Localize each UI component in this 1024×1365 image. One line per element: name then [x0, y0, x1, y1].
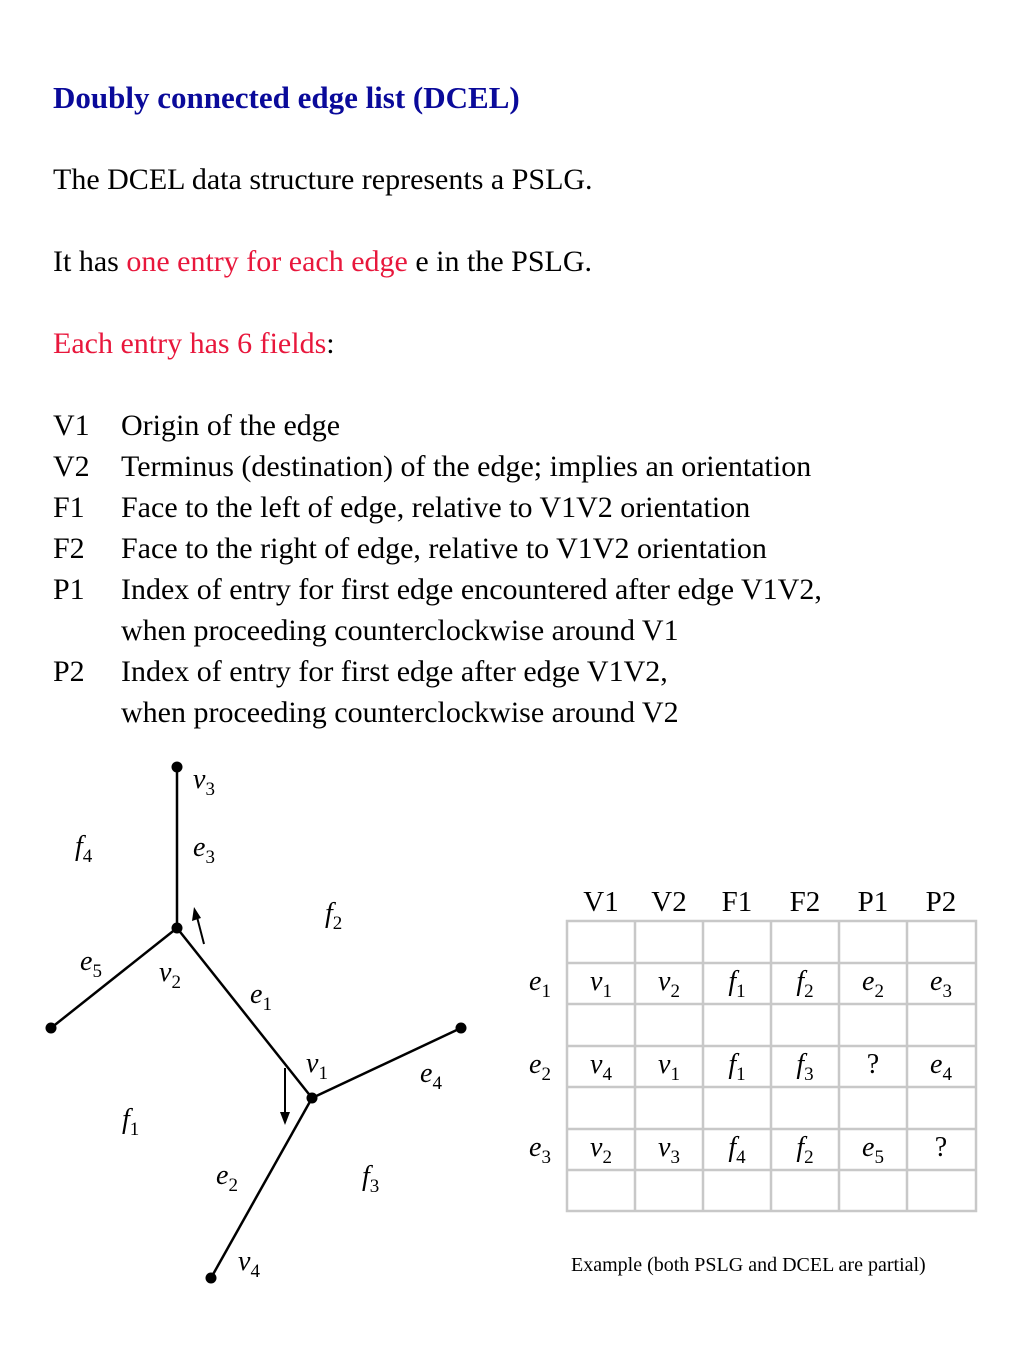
- table-cell: $e_5$: [862, 1132, 884, 1168]
- fields-heading: [53, 327, 335, 361]
- intro-paragraph: The DCEL data structure represents a PSLG.: [53, 163, 593, 196]
- table-cell: $v_3$: [658, 1132, 680, 1168]
- field-list: [53, 405, 822, 733]
- field-desc: Index of entry for first edge after edge V1V2,: [121, 655, 668, 688]
- table-cell: $v_2$: [590, 1132, 612, 1168]
- vertex-v3-dot: [172, 762, 183, 773]
- vertex-label-v4: $v_4$: [238, 1246, 260, 1282]
- field-desc: Terminus (destination) of the edge; implies an orientation: [121, 450, 812, 483]
- edge-label-e5: $e_5$: [80, 946, 102, 982]
- vertex-label-v3: $v_3$: [193, 764, 215, 800]
- field-row-p1: [53, 569, 822, 610]
- table-body: [529, 966, 952, 1168]
- edge-e1-line: [177, 928, 312, 1098]
- field-row-v2: [53, 446, 822, 487]
- table-cell: $e_4$: [930, 1049, 952, 1085]
- table-header: F1: [721, 886, 753, 918]
- table-headers: [583, 886, 956, 918]
- graph-labels: [75, 764, 442, 1282]
- fields-heading-suffix: :: [326, 327, 335, 360]
- table-cell: $e_2$: [862, 966, 884, 1002]
- edge-label-e2: $e_2$: [216, 1160, 238, 1196]
- arrow-up-icon: [192, 907, 204, 944]
- dcel-table: [520, 880, 990, 1220]
- face-label-f4: $f_4$: [75, 831, 93, 867]
- table-cell: $f_4$: [728, 1132, 746, 1168]
- field-code: V2: [53, 450, 90, 483]
- field-code: F1: [53, 491, 85, 524]
- figure-caption: Example (both PSLG and DCEL are partial): [571, 1254, 926, 1276]
- field-desc-continuation: when proceeding counterclockwise around V2: [121, 696, 679, 729]
- face-label-f3: $f_3$: [362, 1161, 380, 1197]
- page-title: Doubly connected edge list (DCEL): [53, 80, 520, 115]
- vertex-endpoint-dot: [456, 1023, 467, 1034]
- vertex-v1-dot: [307, 1093, 318, 1104]
- table-grid: [567, 921, 976, 1211]
- table-cell: $v_1$: [658, 1049, 680, 1085]
- table-cell: $f_1$: [728, 1049, 746, 1085]
- vertex-v2-dot: [172, 923, 183, 934]
- edge-entry-prefix: It has: [53, 245, 127, 278]
- table-row-label: $e_2$: [529, 1049, 551, 1085]
- table-cell: $f_3$: [796, 1049, 814, 1085]
- vertex-endpoint-dot: [46, 1023, 57, 1034]
- table-cell: $v_2$: [658, 966, 680, 1002]
- field-desc-continuation: when proceeding counterclockwise around V1: [121, 614, 679, 647]
- pslg-diagram: [0, 740, 520, 1300]
- field-code: F2: [53, 532, 85, 565]
- edge-entry-paragraph: [53, 245, 592, 279]
- table-cell: $v_1$: [590, 966, 612, 1002]
- table-cell: ?: [866, 1049, 880, 1080]
- table-cell: ?: [934, 1132, 948, 1163]
- field-row-v1: [53, 405, 822, 446]
- vertex-label-v1: $v_1$: [306, 1048, 328, 1084]
- field-code: P1: [53, 573, 85, 606]
- face-label-f2: $f_2$: [325, 898, 343, 934]
- field-row-p2: [53, 651, 822, 692]
- edge-entry-suffix: e in the PSLG.: [407, 245, 593, 278]
- edge-entry-highlight: one entry for each edge: [126, 245, 408, 278]
- table-cell: $e_3$: [930, 966, 952, 1002]
- table-header: F2: [789, 886, 821, 918]
- table-header: V2: [651, 886, 687, 918]
- field-desc: Face to the right of edge, relative to V1V2 orientation: [121, 532, 767, 565]
- vertex-label-v2: $v_2$: [159, 957, 181, 993]
- table-cell: $f_2$: [796, 1132, 814, 1168]
- field-desc: Index of entry for first edge encountered after edge V1V2,: [121, 573, 822, 606]
- edge-label-e1: $e_1$: [250, 979, 272, 1015]
- table-cell: $f_2$: [796, 966, 814, 1002]
- field-desc: Face to the left of edge, relative to V1V2 orientation: [121, 491, 751, 524]
- table-row-label: $e_3$: [529, 1132, 551, 1168]
- field-code: P2: [53, 655, 85, 688]
- field-row-f1: [53, 487, 822, 528]
- field-code: V1: [53, 409, 90, 442]
- table-header: P1: [857, 886, 889, 918]
- field-desc: Origin of the edge: [121, 409, 341, 442]
- table-cell: $f_1$: [728, 966, 746, 1002]
- vertex-v4-dot: [206, 1273, 217, 1284]
- field-row-f2: [53, 528, 822, 569]
- arrow-down-icon: [280, 1068, 290, 1125]
- table-row-label: $e_1$: [529, 966, 551, 1002]
- table-header: V1: [583, 886, 619, 918]
- face-label-f1: $f_1$: [122, 1104, 140, 1140]
- edge-label-e4: $e_4$: [420, 1058, 442, 1094]
- fields-heading-highlight: Each entry has 6 fields: [53, 327, 327, 360]
- table-cell: $v_4$: [590, 1049, 612, 1085]
- edge-label-e3: $e_3$: [193, 832, 215, 868]
- table-header: P2: [925, 886, 957, 918]
